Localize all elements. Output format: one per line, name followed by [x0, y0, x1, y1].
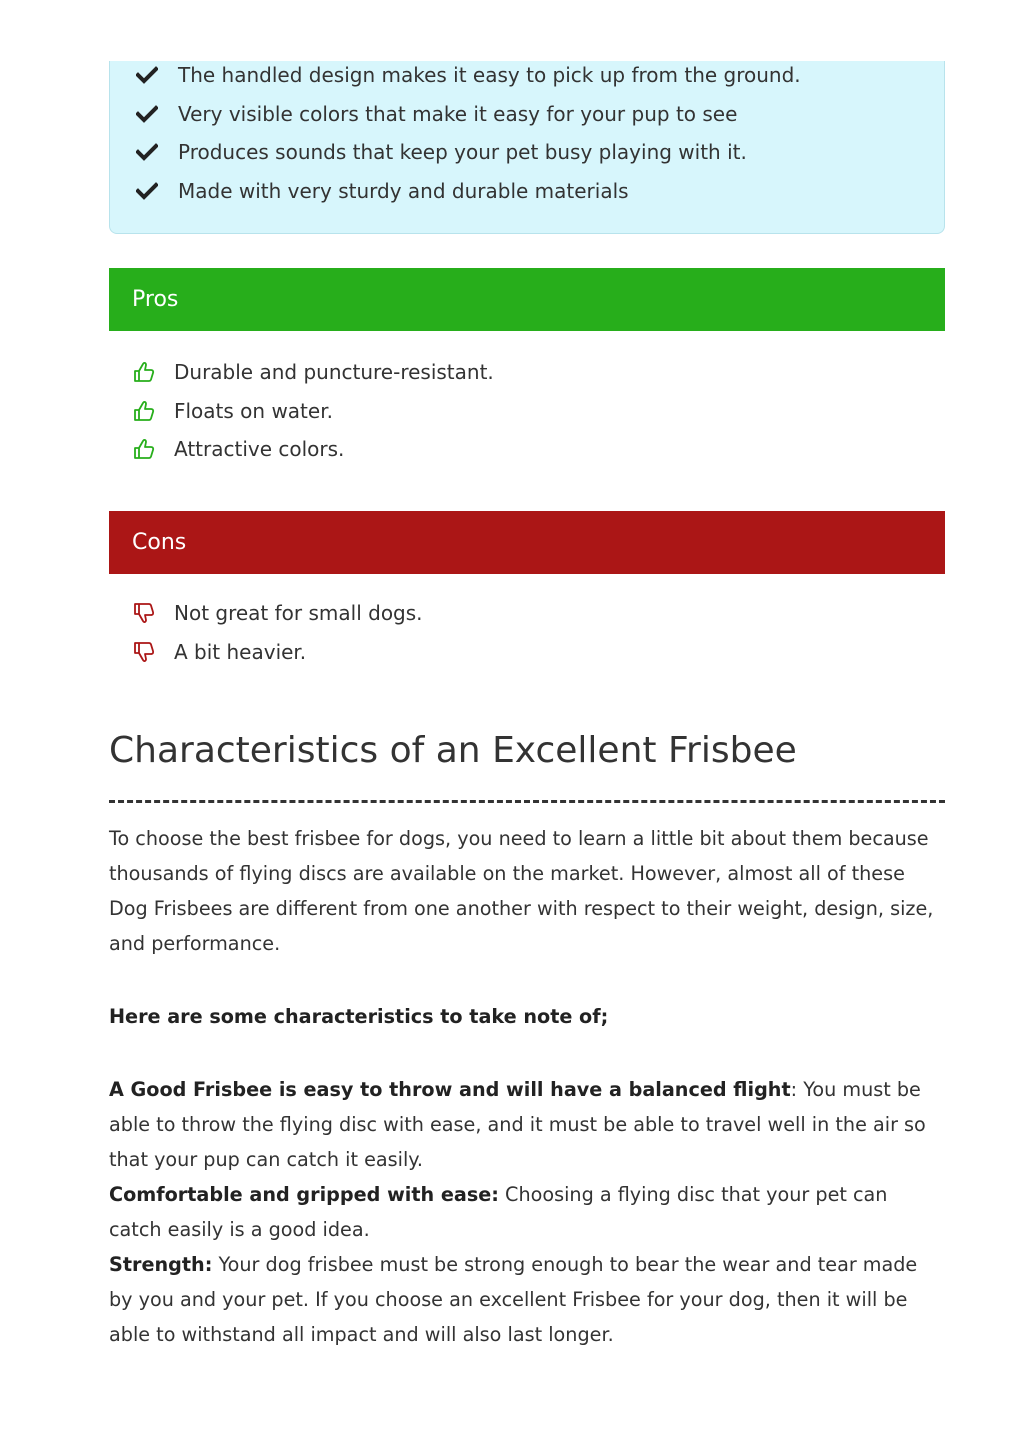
characteristic-separator: : — [790, 1078, 798, 1101]
feature-text: Made with very sturdy and durable materials — [178, 179, 629, 203]
thumbs-down-icon — [133, 602, 155, 624]
check-icon — [136, 143, 158, 161]
pros-text: Floats on water. — [174, 399, 333, 423]
check-icon — [136, 66, 158, 84]
characteristic-text: You must be able to throw the flying disc with ease, and it must be able to travel well in the air so that your pup can catch it easily. — [109, 1078, 926, 1171]
cons-header — [109, 511, 945, 574]
pros-text: Attractive colors. — [174, 437, 345, 461]
feature-text: The handled design makes it easy to pick up from the ground. — [178, 63, 801, 87]
pros-text: Durable and puncture-resistant. — [174, 360, 494, 384]
thumbs-down-icon — [133, 641, 155, 663]
check-icon — [136, 182, 158, 200]
feature-text: Produces sounds that keep your pet busy playing with it. — [178, 140, 747, 164]
characteristic-text: Choosing a flying disc that your pet can catch easily is a good idea. — [109, 1183, 888, 1241]
section-heading: Characteristics of an Excellent Frisbee — [109, 730, 797, 771]
heading-divider — [109, 800, 945, 803]
cons-title: Cons — [132, 530, 187, 555]
feature-text: Very visible colors that make it easy for your pup to see — [178, 102, 738, 126]
intro-paragraph: To choose the best frisbee for dogs, you need to learn a little bit about them because thousands of flying discs are available on the market. However, almost all of these Dog Frisbees are different from one another with respect to their weight, design, size, and performance. — [109, 827, 934, 955]
characteristic-text: Your dog frisbee must be strong enough to bear the wear and tear made by you and your pet. If you choose an excellent Frisbee for your dog, then it will be able to withstand all impact and will also last longer. — [109, 1253, 918, 1346]
pros-header — [109, 268, 945, 331]
pros-title: Pros — [132, 287, 179, 312]
characteristic-label: Comfortable and gripped with ease: — [109, 1183, 499, 1206]
characteristic-label: Strength: — [109, 1253, 213, 1276]
thumbs-up-icon — [133, 438, 155, 460]
characteristics-paragraph — [109, 1072, 945, 1352]
cons-text: A bit heavier. — [174, 640, 307, 664]
characteristic-label: A Good Frisbee is easy to throw and will have a balanced flight — [109, 1078, 791, 1101]
note-paragraph: Here are some characteristics to take note of; — [109, 1005, 609, 1028]
check-icon — [136, 105, 158, 123]
thumbs-up-icon — [133, 361, 155, 383]
thumbs-up-icon — [133, 400, 155, 422]
features-box — [109, 61, 945, 234]
cons-text: Not great for small dogs. — [174, 601, 423, 625]
